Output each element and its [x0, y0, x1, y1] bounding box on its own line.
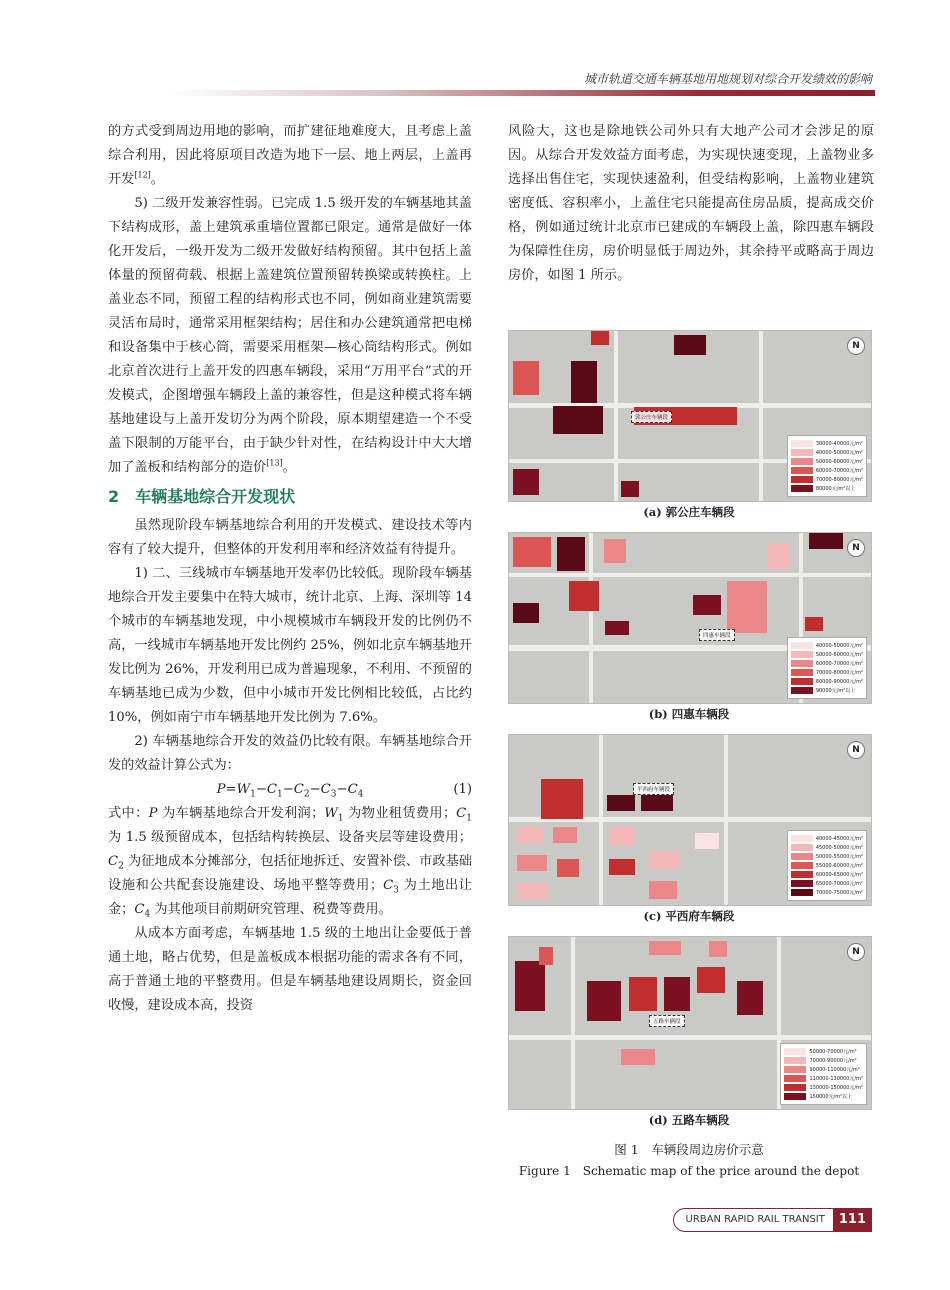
map-b [508, 532, 872, 704]
map-c [508, 734, 872, 906]
left-column [108, 120, 472, 1018]
legend: 30000-40000元/m² 40000-50000元/m² 50000-60000元/m² 60000-70000元/m² 70000-80000元/m² 80000元/m²以上 [787, 435, 867, 497]
paragraph: 2) 车辆基地综合开发的效益仍比较有限。车辆基地综合开发的效益计算公式为： [108, 734, 472, 773]
map-a [508, 330, 872, 502]
figure-caption-cn: 图 1 车辆段周边房价示意 [614, 1142, 764, 1157]
header-bar [170, 90, 875, 96]
subcaption-d: (d) 五路车辆段 [648, 1113, 730, 1127]
figure-caption-en: Figure 1 Schematic map of the price around the depot [518, 1164, 860, 1178]
legend: 50000-70000元/m² 70000-90000元/m² 90000-110000元/m² 110000-130000元/m² 130000-150000元/m² 150000元/m²以上 [780, 1043, 867, 1105]
legend: 40000-50000元/m² 50000-60000元/m² 60000-70000元/m² 70000-80000元/m² 80000-90000元/m² 90000元/m²以上 [787, 637, 867, 699]
right-column [508, 120, 874, 288]
map-d [508, 936, 872, 1110]
running-title: 城市轨道交通车辆基地用地规划对综合开发绩效的影响 [583, 72, 872, 86]
depot-label: 郭公庄车辆段 [631, 411, 672, 423]
paragraph: 风险大，这也是除地铁公司外只有大地产公司才会涉足的原因。从综合开发效益方面考虑，为实现快速变现，上盖物业多选择出售住宅，实现快速盈利，但受结构影响，上盖物业建筑密度低、容积率小，上盖住宅只能提高住房品质，提高成交价格，例如通过统计北京市已建成的车辆段上盖，除四惠车辆段为保障性住房，房价明显低于周边外，其余持平或略高于周边房价，如图 1 所示。 [508, 124, 874, 283]
equation-number: (1) [453, 782, 472, 797]
paragraph: 虽然现阶段车辆基地综合利用的开发模式、建设技术等内容有了较大提升，但整体的开发利用率和经济效益有待提升。 [108, 518, 472, 557]
paragraph: 5) 二级开发兼容性弱。已完成 1.5 级开发的车辆基地其盖下结构成形，盖上建筑承重墙位置都已限定。通常是做好一体化开发后，一级开发为二级开发做好结构预留。其中包括上盖体量的预留荷载、根据上盖建筑位置预留转换梁或转换柱。上盖业态不同，预留工程的结构形式也不同，例如商业建筑需要灵活布局时，通常采用框架结构；居住和办公建筑通常把电梯和设备集中于核心筒，需要采用框架—核心筒结构形式。例如北京首次进行上盖开发的四惠车辆段，采用“万用平台”式的开发模式，企图增强车辆段上盖的兼容性，但是这种模式将车辆基地建设与上盖开发切分为两个阶段，原本期望建造一个不受盖下限制的万能平台，由于缺少针对性，在结构设计中大大增加了盖板和结构部分的造价[13]。 [108, 196, 472, 475]
north-arrow-icon: N [847, 741, 865, 759]
footer [673, 1208, 872, 1232]
depot-label: 平西府车辆段 [633, 783, 674, 795]
paragraph: 的方式受到周边用地的影响，而扩建征地难度大，且考虑上盖综合利用，因此将原项目改造为地下一层、地上两层，上盖再开发[12]。 [108, 124, 472, 187]
north-arrow-icon: N [847, 943, 865, 961]
subcaption-b: (b) 四惠车辆段 [648, 707, 730, 721]
subcaption-a: (a) 郭公庄车辆段 [643, 505, 735, 519]
section-heading: 2 车辆基地综合开发现状 [108, 487, 296, 506]
subcaption-c: (c) 平西府车辆段 [643, 909, 735, 923]
depot-label: 四惠车辆段 [699, 629, 735, 641]
page-number: 111 [833, 1208, 872, 1232]
equation: $P=W_1-C_1-C_2-C_3-C_4$ (1) [108, 778, 472, 802]
north-arrow-icon: N [847, 337, 865, 355]
paragraph: 1) 二、三线城市车辆基地开发率仍比较低。现阶段车辆基地综合开发主要集中在特大城市，统计北京、上海、深圳等 14 个城市的车辆基地发现，中小规模城市车辆段开发的比例仍不高，一线城市车辆基地开发比例约 25%，例如北京车辆基地开发比例为 26%，开发利用已成为普遍现象，不利用、不预留的车辆基地已成为少数，但中小城市开发比例相比较低，占比约 10%，例如南宁市车辆基地开发比例为 7.6%。 [108, 566, 472, 725]
north-arrow-icon: N [847, 539, 865, 557]
journal-name: URBAN RAPID RAIL TRANSIT [673, 1208, 833, 1232]
legend: 40000-45000元/m² 45000-50000元/m² 50000-55000元/m² 55000-60000元/m² 60000-65000元/m² 65000-70000元/m² 70000-75000元/m² [787, 830, 867, 901]
paragraph: 式中：P 为车辆基地综合开发利润；$W_1$ 为物业租赁费用；$C_1$ 为 1.5 级预留成本，包括结构转换层、设备夹层等建设费用；$C_2$ 为征地成本分摊部分，包括征地拆迁、安置补偿、市政基础设施和公共配套设施建设、场地平整等费用；$C_3$ 为土地出让金；$C_4$ 为其他项目前期研究管理、税费等费用。 [108, 806, 472, 920]
paragraph: 从成本方面考虑，车辆基地 1.5 级的土地出让金要低于普通土地，略占优势，但是盖板成本根据功能的需求各有不同，高于普通土地的平整费用。但是车辆基地建设周期长，资金回收慢，建设成本高，投资 [108, 926, 472, 1013]
depot-label: 五路车辆段 [649, 1015, 685, 1027]
